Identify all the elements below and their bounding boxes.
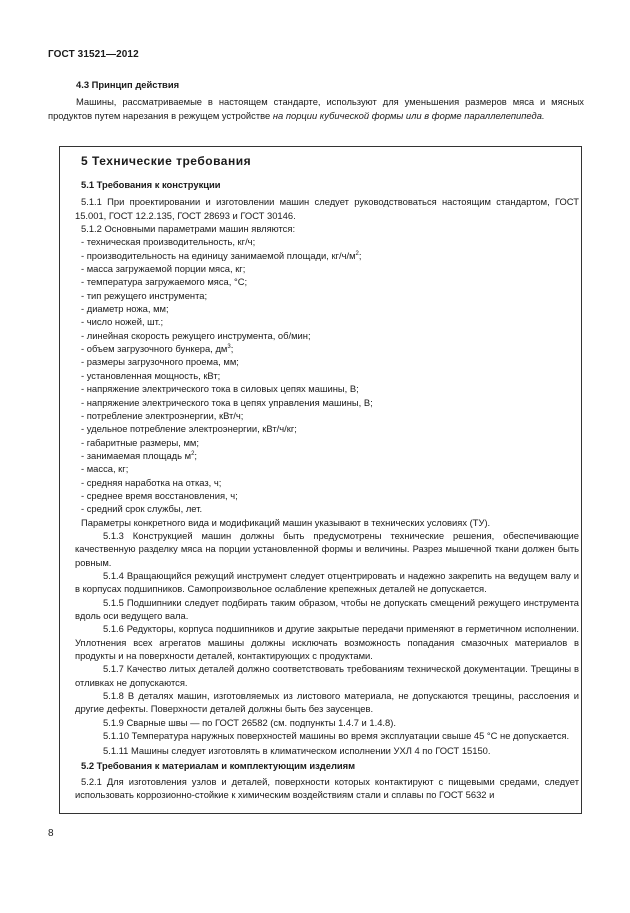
list-item	[75, 249, 579, 262]
list-item: - линейная скорость режущего инструмента, об/мин;	[81, 329, 311, 341]
para-5-1-11: 5.1.11 Машины следует изготовлять в климатическом исполнении УХЛ 4 по ГОСТ 15150.	[103, 745, 491, 757]
list-item: - размеры загрузочного проема, мм;	[81, 356, 239, 368]
para-5-1-5: 5.1.5 Подшипники следует подбирать таким образом, чтобы не допускать смещений режущего инструмента вдоль оси ведущего вала.	[75, 596, 579, 621]
para-5-1-4: 5.1.4 Вращающийся режущий инструмент следует отцентрировать и надежно закрепить на ведущем валу и в корпусах подшипников. Самопроизвольное ослабление крепежных деталей не допускается.	[75, 569, 579, 595]
section-4-3	[48, 78, 584, 122]
section-4-3-text	[48, 95, 584, 122]
list-item: - масса, кг;	[81, 463, 129, 475]
list-item: - диаметр ножа, мм;	[81, 303, 169, 315]
section-4-3-title: 4.3 Принцип действия	[76, 79, 180, 90]
section-4-3-italic: на порции кубической формы или в форме параллелепипеда.	[272, 109, 545, 121]
document-header: ГОСТ 31521—2012	[48, 49, 139, 60]
list-item-text: - занимаемая площадь м	[81, 449, 192, 461]
params-note: Параметры конкретного вида и модификаций машин указывают в технических условиях (ТУ).	[81, 516, 491, 528]
list-item: - число ножей, шт.;	[81, 316, 164, 328]
list-item-end: ;	[230, 343, 234, 355]
list-item: - средняя наработка на отказ, ч;	[81, 476, 222, 488]
list-item: - масса загружаемой порции мяса, кг;	[81, 263, 246, 275]
list-item: - установленная мощность, кВт;	[81, 369, 221, 381]
list-item: - потребление электроэнергии, кВт/ч;	[81, 409, 244, 421]
section-5-title: 5 Технические требования	[81, 154, 252, 168]
page-number: 8	[48, 828, 54, 839]
section-5-1-title: 5.1 Требования к конструкции	[81, 179, 221, 190]
superscript: 3	[227, 344, 231, 351]
list-item: - напряжение электрического тока в силовых цепях машины, В;	[81, 383, 359, 395]
para-5-2-1: 5.2.1 Для изготовления узлов и деталей, поверхности которых контактируют с пищевыми средами, следует использовать коррозионно-стойкие к химическим воздействиям стали и сплавы по ГОСТ 5632 и	[75, 776, 579, 801]
superscript: 2	[191, 450, 195, 457]
list-item-end: ;	[358, 249, 362, 261]
list-item-end: ;	[194, 449, 198, 461]
list-item: - напряжение электрического тока в цепях управления машины, В;	[81, 396, 373, 408]
superscript: 2	[355, 250, 359, 257]
para-5-1-2: 5.1.2 Основными параметрами машин являются:	[81, 223, 296, 235]
para-5-1-10: 5.1.10 Температура наружных поверхностей машины во время эксплуатации свыше 45 °С не допускается.	[103, 730, 570, 742]
list-item: - средний срок службы, лет.	[81, 503, 203, 515]
list-item	[75, 342, 579, 355]
list-item: - габаритные размеры, мм;	[81, 436, 199, 448]
section-5-2-title: 5.2 Требования к материалам и комплектующим изделиям	[81, 759, 356, 771]
list-item: - техническая производительность, кг/ч;	[81, 236, 256, 248]
para-5-1-3: 5.1.3 Конструкцией машин должны быть предусмотрены технические решения, обеспечивающие качественную разделку мяса на порции установленной формы и величины. Разрез мышечной ткани должен быть ровным.	[75, 529, 579, 568]
list-item: - тип режущего инструмента;	[81, 289, 208, 301]
para-5-1-1: 5.1.1 При проектировании и изготовлении машин следует руководствоваться настоящим стандартом, ГОСТ 15.001, ГОСТ 12.2.135, ГОСТ 28693 и ГОСТ 30146.	[75, 196, 579, 221]
para-5-1-6: 5.1.6 Редукторы, корпуса подшипников и другие закрытые передачи применяют в герметичном исполнении. Уплотнения всех агрегатов машины должны исключать возможность попадания смазочных материалов в продукты и на поверхности деталей, контактирующих с продуктами.	[75, 623, 579, 662]
section-5	[75, 151, 579, 802]
para-5-1-9: 5.1.9 Сварные швы — по ГОСТ 26582 (см. подпункты 1.4.7 и 1.4.8).	[103, 716, 396, 728]
list-item-text: - объем загрузочного бункера, дм	[81, 343, 228, 355]
list-item-text: - производительность на единицу занимаемой площади, кг/ч/м	[81, 249, 356, 261]
params-list	[75, 235, 579, 515]
list-item: - среднее время восстановления, ч;	[81, 489, 238, 501]
list-item: - температура загружаемого мяса, °С;	[81, 276, 248, 288]
list-item: - удельное потребление электроэнергии, кВт/ч/кг;	[81, 423, 297, 435]
section-4-3-body: Машины, рассматриваемые в настоящем стандарте, используют для уменьшения размеров мяса и мясных продуктов путем нарезания в режущем устройстве	[48, 96, 584, 121]
para-5-1-7: 5.1.7 Качество литых деталей должно соответствовать требованиям технической документации. Трещины в отливках не допускаются.	[75, 663, 579, 688]
list-item	[75, 449, 579, 462]
para-5-1-8: 5.1.8 В деталях машин, изготовляемых из листового материала, не допускаются трещины, расслоения и другие дефекты. Поверхности деталей должны быть без заусенцев.	[75, 690, 579, 715]
